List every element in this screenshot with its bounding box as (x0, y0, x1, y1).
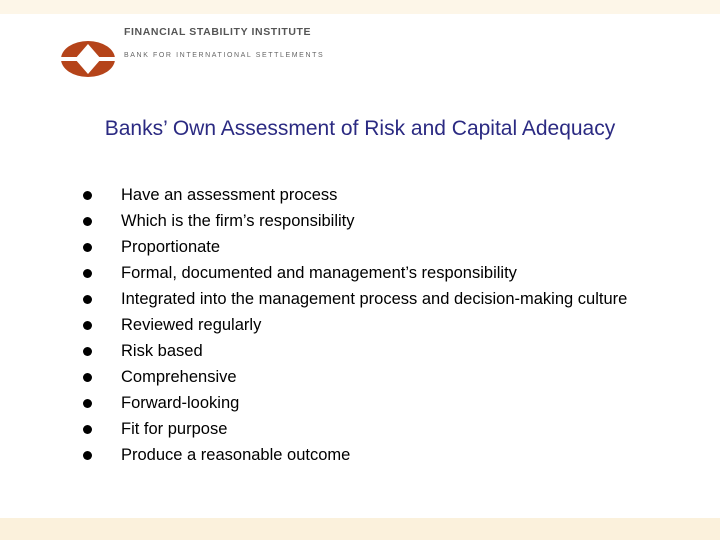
bullet-icon (83, 373, 92, 382)
bullet-icon (83, 451, 92, 460)
bullet-icon (83, 425, 92, 434)
top-band (0, 0, 720, 14)
bullet-text: Proportionate (121, 238, 221, 256)
bullet-icon (83, 321, 92, 330)
bullet-icon (83, 269, 92, 278)
bullet-text: Produce a reasonable outcome (121, 446, 351, 464)
bullet-text: Comprehensive (121, 368, 237, 386)
list-item (80, 184, 640, 206)
list-item (80, 418, 640, 440)
bullet-icon (83, 295, 92, 304)
bullet-icon (83, 217, 92, 226)
list-item (80, 210, 640, 232)
bullet-text: Risk based (121, 342, 203, 360)
org-subtitle: BANK FOR INTERNATIONAL SETTLEMENTS (124, 52, 325, 59)
bis-logo-icon (60, 40, 116, 78)
list-item (80, 236, 640, 258)
bullet-text: Reviewed regularly (121, 316, 262, 334)
list-item (80, 366, 640, 388)
bullet-text: Have an assessment process (121, 186, 338, 204)
bullet-text: Fit for purpose (121, 420, 228, 438)
list-item (80, 392, 640, 414)
list-item (80, 262, 640, 284)
bullet-icon (83, 347, 92, 356)
bullet-icon (83, 399, 92, 408)
bottom-band (0, 518, 720, 540)
bullet-text: Formal, documented and management’s responsibility (121, 264, 517, 282)
bullet-text: Forward-looking (121, 394, 240, 412)
bullet-text: Integrated into the management process and decision-making culture (121, 290, 628, 308)
list-item (80, 340, 640, 362)
list-item (80, 314, 640, 336)
list-item (80, 288, 640, 310)
bullet-icon (83, 243, 92, 252)
slide-title: Banks’ Own Assessment of Risk and Capital Adequacy (104, 117, 616, 140)
bullet-icon (83, 191, 92, 200)
org-name: FINANCIAL STABILITY INSTITUTE (124, 26, 312, 38)
list-item (80, 444, 640, 466)
bullet-text: Which is the firm’s responsibility (121, 212, 355, 230)
bullet-list (80, 184, 640, 470)
